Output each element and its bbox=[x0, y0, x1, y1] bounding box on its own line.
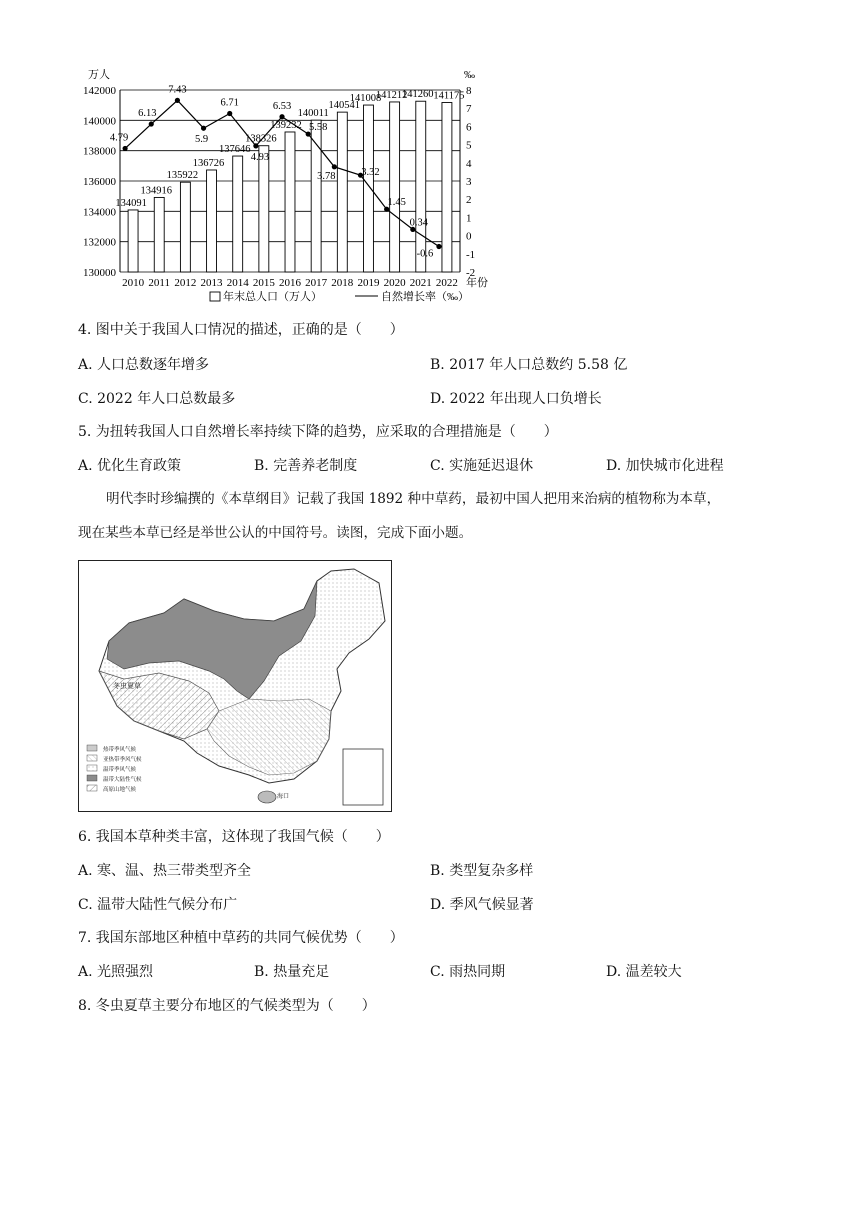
population-bar bbox=[285, 132, 295, 272]
population-bar bbox=[207, 170, 217, 272]
rate-value-label: 1.45 bbox=[387, 197, 406, 209]
question-6-stem: 6. 我国本草种类丰富，这体现了我国气候（ ） bbox=[78, 829, 390, 845]
right-tick-label: 5 bbox=[466, 139, 472, 152]
right-tick-label: 4 bbox=[466, 157, 472, 170]
passage-line-2: 现在某些本草已经是举世公认的中国符号。读图，完成下面小题。 bbox=[78, 525, 473, 541]
rate-value-label: 5.58 bbox=[308, 122, 328, 134]
question-4-option-c[interactable]: C. 2022 年人口总数最多 bbox=[78, 391, 236, 407]
population-bar bbox=[337, 112, 347, 272]
population-bar bbox=[442, 103, 452, 272]
rate-value-label: 6.13 bbox=[138, 108, 157, 120]
question-6-option-d[interactable]: D. 季风气候显著 bbox=[430, 897, 534, 913]
rate-value-label: 6.53 bbox=[272, 100, 292, 112]
growth-rate-point bbox=[149, 121, 154, 126]
x-axis-label: 年份 bbox=[466, 277, 488, 289]
bar-value-label: 140011 bbox=[297, 108, 329, 120]
bar-value-label: 141008 bbox=[349, 93, 382, 105]
legend-bar-label: 年末总人口（万人） bbox=[223, 291, 322, 303]
legend-line-label: 自然增长率（‰） bbox=[381, 291, 469, 303]
question-6-option-c[interactable]: C. 温带大陆性气候分布广 bbox=[78, 897, 238, 913]
south-china-sea-inset bbox=[343, 749, 383, 805]
x-tick-label: 2017 bbox=[305, 277, 328, 289]
bar-value-label: 141175 bbox=[433, 90, 465, 102]
left-tick-label: 140000 bbox=[83, 115, 116, 128]
left-tick-label: 134000 bbox=[83, 206, 116, 219]
left-tick-label: 138000 bbox=[83, 145, 116, 158]
growth-rate-point bbox=[227, 111, 232, 116]
rate-value-label: -0.6 bbox=[416, 248, 434, 260]
population-bar bbox=[363, 105, 373, 272]
right-tick-label: 0 bbox=[466, 230, 472, 243]
passage-line-1: 明代李时珍编撰的《本草纲目》记载了我国 1892 种中草药，最初中国人把用来治病的植物称为本草， bbox=[106, 491, 721, 507]
x-tick-label: 2010 bbox=[122, 277, 145, 289]
bar-value-label: 139232 bbox=[270, 119, 302, 131]
left-tick-label: 130000 bbox=[83, 267, 116, 279]
map-legend bbox=[87, 745, 97, 791]
right-tick-label: 2 bbox=[466, 194, 472, 207]
question-7-option-b[interactable]: B. 热量充足 bbox=[254, 964, 330, 980]
left-tick-label: 132000 bbox=[83, 236, 116, 249]
question-4-option-a[interactable]: A. 人口总数逐年增多 bbox=[78, 357, 210, 373]
question-5-stem: 5. 为扭转我国人口自然增长率持续下降的趋势，应采取的合理措施是（ ） bbox=[78, 424, 558, 440]
rate-value-label: 3.32 bbox=[361, 167, 380, 179]
x-tick-label: 2015 bbox=[252, 277, 275, 289]
population-bar bbox=[390, 102, 400, 272]
question-5-option-c[interactable]: C. 实施延迟退休 bbox=[430, 458, 534, 474]
left-axis-label: 万人 bbox=[88, 69, 110, 81]
question-4-stem: 4. 图中关于我国人口情况的描述，正确的是（ ） bbox=[78, 322, 404, 338]
right-tick-label: 7 bbox=[466, 103, 472, 116]
question-4-option-b[interactable]: B. 2017 年人口总数约 5.58 亿 bbox=[430, 357, 628, 373]
x-tick-label: 2019 bbox=[357, 277, 380, 289]
right-tick-label: 8 bbox=[466, 85, 472, 97]
growth-rate-point bbox=[279, 114, 284, 119]
question-6-option-a[interactable]: A. 寒、温、热三带类型齐全 bbox=[78, 863, 252, 879]
growth-rate-point bbox=[436, 244, 441, 249]
growth-rate-point bbox=[175, 98, 180, 103]
question-4-option-d[interactable]: D. 2022 年出现人口负增长 bbox=[430, 391, 602, 407]
bar-value-label: 140541 bbox=[328, 100, 361, 112]
legend-temperate-monsoon: 温带季风气候 bbox=[103, 767, 137, 773]
bar-value-label: 141260 bbox=[402, 89, 434, 101]
haikou-label: 海口 bbox=[277, 793, 290, 800]
x-tick-label: 2013 bbox=[200, 277, 223, 289]
right-tick-label: 1 bbox=[466, 212, 472, 225]
population-bar bbox=[180, 182, 190, 272]
question-7-option-c[interactable]: C. 雨热同期 bbox=[430, 964, 506, 980]
bar-value-label: 134091 bbox=[115, 197, 147, 209]
rate-value-label: 7.43 bbox=[168, 84, 187, 96]
legend-subtropical: 亚热带季风气候 bbox=[103, 757, 142, 763]
left-tick-label: 142000 bbox=[83, 85, 116, 97]
rate-value-label: 3.78 bbox=[317, 170, 336, 182]
x-tick-label: 2018 bbox=[331, 277, 354, 289]
x-tick-label: 2012 bbox=[174, 277, 197, 289]
question-7-stem: 7. 我国东部地区种植中草药的共同气候优势（ ） bbox=[78, 930, 404, 946]
hainan-island bbox=[258, 791, 276, 803]
question-6-option-b[interactable]: B. 类型复杂多样 bbox=[430, 863, 534, 879]
cordyceps-label: 冬虫夏草 bbox=[113, 682, 141, 690]
population-bar bbox=[311, 120, 321, 272]
china-climate-map bbox=[78, 560, 392, 812]
x-tick-label: 2022 bbox=[435, 277, 458, 289]
right-tick-label: -2 bbox=[466, 267, 476, 279]
bar-value-label: 136726 bbox=[192, 157, 225, 169]
rate-value-label: 0.34 bbox=[409, 217, 428, 229]
question-5-option-a[interactable]: A. 优化生育政策 bbox=[78, 458, 182, 474]
rate-value-label: 4.93 bbox=[250, 151, 270, 163]
population-bar bbox=[128, 210, 138, 272]
question-5-option-d[interactable]: D. 加快城市化进程 bbox=[606, 458, 724, 474]
right-axis-label: ‰ bbox=[464, 69, 475, 81]
right-tick-label: -1 bbox=[466, 248, 476, 261]
x-tick-label: 2016 bbox=[279, 277, 301, 289]
right-tick-label: 3 bbox=[466, 176, 472, 188]
growth-rate-point bbox=[201, 126, 206, 131]
x-tick-label: 2020 bbox=[383, 277, 406, 289]
rate-value-label: 6.71 bbox=[220, 97, 239, 109]
x-tick-label: 2011 bbox=[148, 277, 171, 289]
population-bar bbox=[154, 197, 164, 272]
population-bar bbox=[416, 101, 426, 272]
rate-value-label: 5.9 bbox=[195, 134, 209, 146]
question-5-option-b[interactable]: B. 完善养老制度 bbox=[254, 458, 358, 474]
legend-bar-swatch bbox=[210, 292, 220, 301]
x-tick-label: 2014 bbox=[226, 277, 249, 289]
question-8-stem: 8. 冬虫夏草主要分布地区的气候类型为（ ） bbox=[78, 998, 376, 1014]
population-bar bbox=[259, 146, 269, 272]
bar-value-label: 135922 bbox=[166, 170, 199, 182]
x-tick-label: 2021 bbox=[409, 277, 432, 289]
legend-tropical: 热带季风气候 bbox=[103, 747, 137, 753]
rate-value-label: 4.79 bbox=[109, 132, 129, 144]
left-tick-label: 136000 bbox=[83, 176, 116, 188]
bar-value-label: 137646 bbox=[218, 144, 251, 156]
bar-value-label: 141212 bbox=[375, 89, 408, 101]
question-7-option-d[interactable]: D. 温差较大 bbox=[606, 964, 682, 980]
growth-rate-point bbox=[123, 146, 128, 151]
question-7-option-a[interactable]: A. 光照强烈 bbox=[78, 964, 154, 980]
bar-value-label: 138326 bbox=[245, 133, 277, 145]
population-chart bbox=[60, 62, 500, 312]
legend-continental: 温带大陆性气候 bbox=[103, 777, 142, 783]
population-bar bbox=[233, 156, 243, 272]
legend-plateau: 高原山地气候 bbox=[103, 787, 137, 793]
bar-value-label: 134916 bbox=[140, 185, 172, 197]
growth-rate-point bbox=[332, 164, 337, 169]
right-tick-label: 6 bbox=[466, 121, 472, 134]
